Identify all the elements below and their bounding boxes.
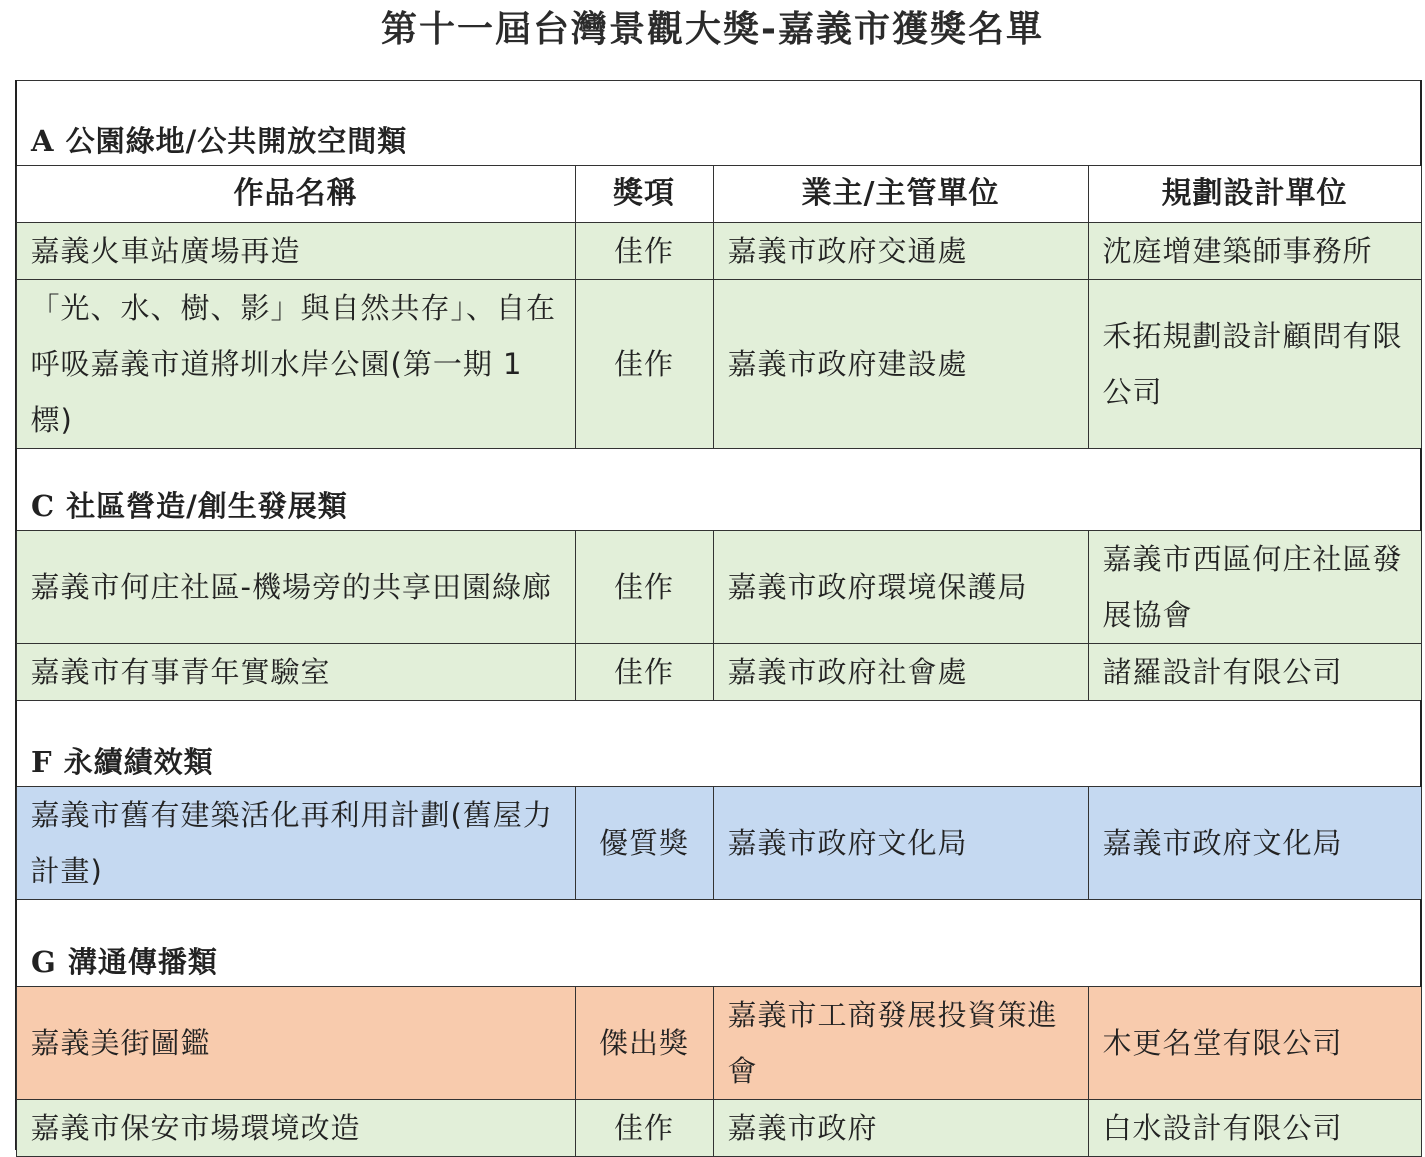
header-owner: 業主/主管單位	[713, 166, 1088, 223]
section-label: A 公園綠地/公共開放空間類	[16, 81, 1421, 166]
section-label: F 永續績效類	[16, 701, 1421, 787]
cell-designer: 沈庭增建築師事務所	[1088, 223, 1421, 280]
cell-owner: 嘉義市工商發展投資策進會	[713, 987, 1088, 1100]
awards-table	[15, 80, 1422, 1157]
cell-owner: 嘉義市政府文化局	[713, 787, 1088, 900]
cell-owner: 嘉義市政府環境保護局	[713, 531, 1088, 644]
cell-name: 嘉義市舊有建築活化再利用計劃(舊屋力計畫)	[16, 787, 575, 900]
header-name: 作品名稱	[16, 166, 575, 223]
cell-name: 「光、水、樹、影」與自然共存」、自在呼吸嘉義市道將圳水岸公園(第一期 1 標)	[16, 280, 575, 449]
table-row	[16, 531, 1421, 644]
header-designer: 規劃設計單位	[1088, 166, 1421, 223]
page-title: 第十一屆台灣景觀大獎-嘉義市獲獎名單	[381, 9, 1044, 50]
cell-award: 佳作	[575, 223, 713, 280]
header-award: 獎項	[575, 166, 713, 223]
cell-owner: 嘉義市政府交通處	[713, 223, 1088, 280]
table-row	[16, 787, 1421, 900]
table-row	[16, 644, 1421, 701]
section-header	[16, 701, 1421, 787]
cell-owner: 嘉義市政府建設處	[713, 280, 1088, 449]
cell-award: 優質獎	[575, 787, 713, 900]
section-label: G 溝通傳播類	[16, 900, 1421, 987]
cell-designer: 白水設計有限公司	[1088, 1100, 1421, 1157]
cell-award: 佳作	[575, 644, 713, 701]
table-row	[16, 223, 1421, 280]
cell-owner: 嘉義市政府	[713, 1100, 1088, 1157]
cell-designer: 嘉義市西區何庄社區發展協會	[1088, 531, 1421, 644]
cell-award: 佳作	[575, 280, 713, 449]
cell-name: 嘉義市何庄社區-機場旁的共享田園綠廊	[16, 531, 575, 644]
cell-name: 嘉義火車站廣場再造	[16, 223, 575, 280]
cell-designer: 禾拓規劃設計顧問有限公司	[1088, 280, 1421, 449]
cell-designer: 木更名堂有限公司	[1088, 987, 1421, 1100]
section-header	[16, 449, 1421, 531]
cell-award: 佳作	[575, 531, 713, 644]
column-header-row	[16, 166, 1421, 223]
cell-designer: 嘉義市政府文化局	[1088, 787, 1421, 900]
section-header	[16, 81, 1421, 166]
cell-award: 佳作	[575, 1100, 713, 1157]
cell-designer: 諸羅設計有限公司	[1088, 644, 1421, 701]
cell-owner: 嘉義市政府社會處	[713, 644, 1088, 701]
table-row	[16, 987, 1421, 1100]
cell-award: 傑出獎	[575, 987, 713, 1100]
table-row	[16, 1100, 1421, 1157]
cell-name: 嘉義市保安市場環境改造	[16, 1100, 575, 1157]
section-header	[16, 900, 1421, 987]
table-row	[16, 280, 1421, 449]
section-label: C 社區營造/創生發展類	[16, 449, 1421, 531]
cell-name: 嘉義美街圖鑑	[16, 987, 575, 1100]
cell-name: 嘉義市有事青年實驗室	[16, 644, 575, 701]
